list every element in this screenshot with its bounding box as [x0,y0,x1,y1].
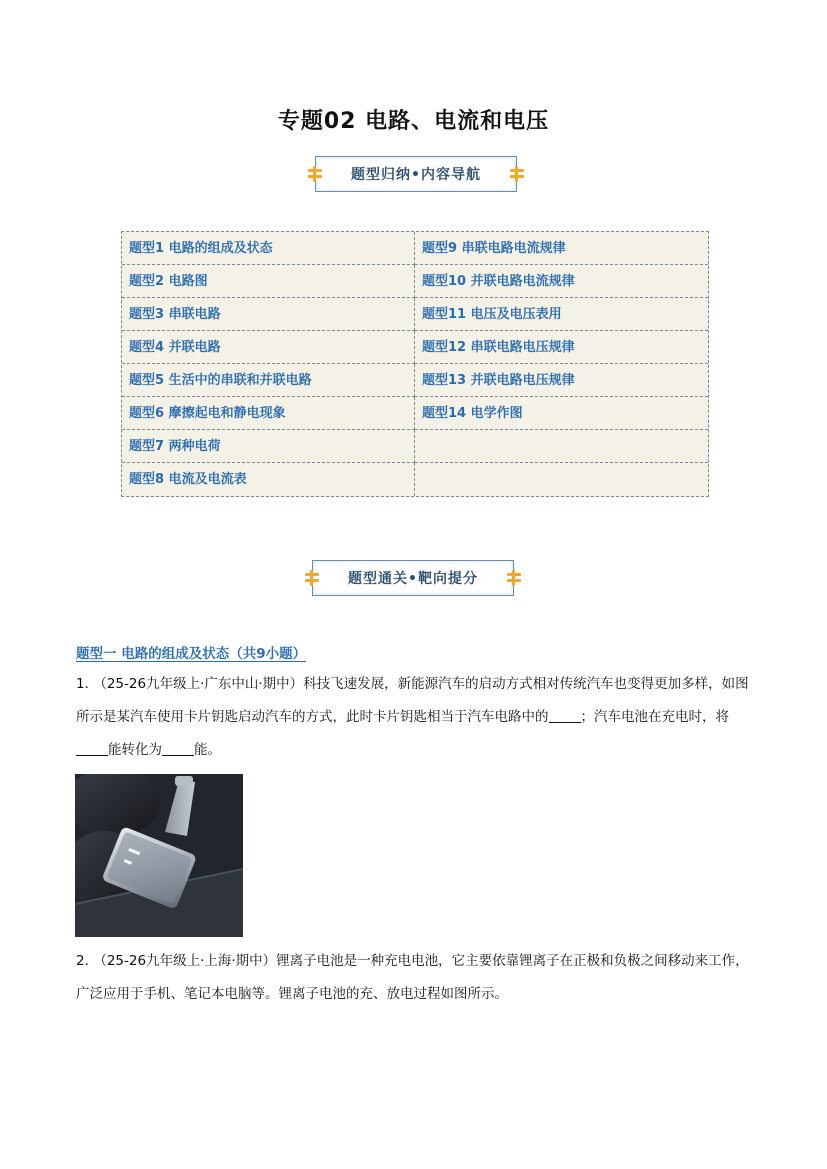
practice-banner-label: 题型通关•靶向提分 [348,571,478,587]
answer-blank[interactable] [162,741,194,756]
question-text: 能转化为 [108,742,162,758]
question-1 [76,668,756,767]
answer-blank[interactable] [549,708,581,723]
answer-blank[interactable] [76,741,108,756]
question-text: 科技飞速发展，新能源汽车的启动方式相对传统汽车也变得更加多样，如图所示是某汽车使用卡片钥匙启动汽车的方式，此时卡片钥匙相当于汽车电路中的 [76,676,749,725]
banner-ornament-icon [305,570,319,586]
nav-item[interactable]: 题型3 串联电路 [122,298,415,331]
nav-item[interactable]: 题型2 电路图 [122,265,415,298]
banner-ornament-icon [308,166,322,182]
nav-item[interactable]: 题型14 电学作图 [415,397,708,430]
nav-item[interactable]: 题型12 串联电路电压规律 [415,331,708,364]
nav-item[interactable]: 题型1 电路的组成及状态 [122,232,415,265]
nav-item-empty [415,430,708,463]
question-text: ；汽车电池在充电时，将 [580,709,729,725]
practice-banner [312,560,514,596]
banner-ornament-icon [510,166,524,182]
nav-item-empty [415,463,708,496]
question-text: 锂离子电池是一种充电电池，它主要依靠锂离子在正极和负极之间移动来工作，广泛应用于手机、笔记本电脑等。锂离子电池的充、放电过程如图所示。 [76,953,749,1002]
nav-item[interactable]: 题型11 电压及电压表用 [415,298,708,331]
question-source: （25-26九年级上·上海·期中） [100,953,277,969]
nav-item[interactable]: 题型4 并联电路 [122,331,415,364]
topic-navigation-table [121,231,709,497]
car-card-key-photo [75,774,243,937]
question-source: （25-26九年级上·广东中山·期中） [100,676,304,692]
nav-item[interactable]: 题型5 生活中的串联和并联电路 [122,364,415,397]
nav-banner-label: 题型归纳•内容导航 [351,167,481,183]
nav-item[interactable]: 题型13 并联电路电压规律 [415,364,708,397]
nav-item[interactable]: 题型8 电流及电流表 [122,463,415,496]
nav-item[interactable]: 题型7 两种电荷 [122,430,415,463]
nav-item[interactable]: 题型9 串联电路电流规律 [415,232,708,265]
question-2 [76,945,756,1011]
nav-item[interactable]: 题型6 摩擦起电和静电现象 [122,397,415,430]
banner-ornament-icon [507,570,521,586]
nav-banner [315,156,517,192]
nav-item[interactable]: 题型10 并联电路电流规律 [415,265,708,298]
question-number: 1． [76,676,99,692]
car-card-key-image [75,774,243,937]
question-text: 能。 [194,742,221,758]
question-number: 2． [76,953,99,969]
section-heading: 题型一 电路的组成及状态（共9小题） [76,646,307,662]
page-title: 专题02 电路、电流和电压 [277,109,550,134]
